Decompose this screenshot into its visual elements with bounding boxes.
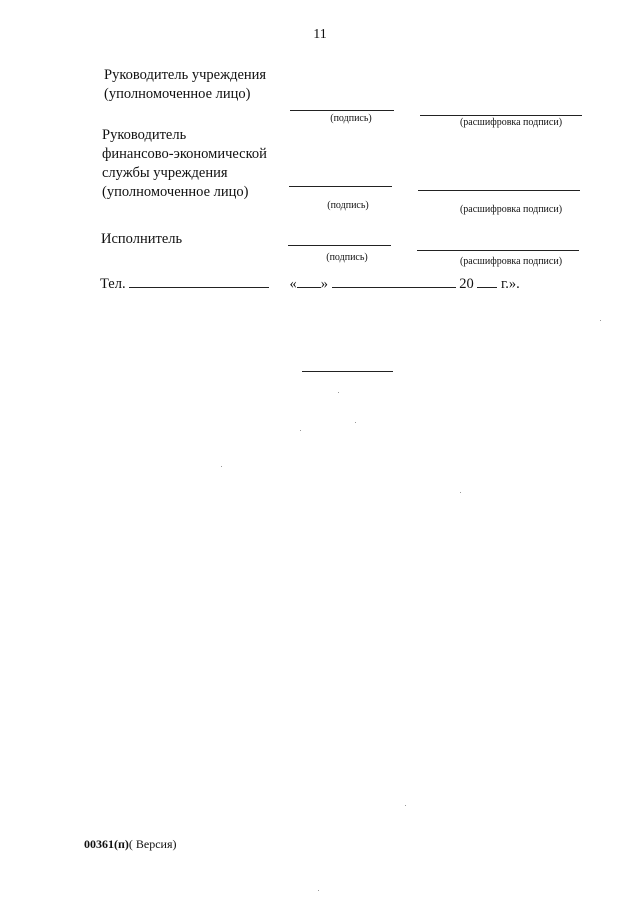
month-blank (332, 275, 456, 288)
block-1-title (104, 66, 266, 104)
block-2-title-line: финансово-экономической (102, 146, 267, 162)
document-footer (84, 837, 177, 852)
quote-close: » (320, 276, 328, 292)
scan-speck (460, 492, 461, 493)
block-3-title-line: Исполнитель (101, 231, 183, 247)
scan-speck (405, 805, 406, 806)
block-2-title-line: (уполномоченное лицо) (102, 184, 249, 200)
block-1-title-line: Руководитель учреждения (104, 67, 267, 83)
scan-speck (221, 466, 222, 467)
block-2-decode-line (418, 190, 580, 191)
block-2-title-line: Руководитель (102, 127, 187, 143)
block-1-decode-line (420, 115, 582, 116)
phone-label: Тел. (100, 276, 126, 292)
phone-blank (129, 275, 269, 288)
block-1-title-line: (уполномоченное лицо) (104, 86, 251, 102)
quote-open: « (289, 276, 297, 292)
block-3-decode-caption: (расшифровка подписи) (459, 256, 563, 267)
page-number: 11 (313, 27, 327, 42)
block-3-signature-line (288, 245, 391, 246)
block-3-title (101, 230, 182, 249)
block-3-decode-line (417, 250, 579, 251)
year-blank (477, 275, 497, 288)
scan-speck (355, 422, 356, 423)
scan-speck (300, 430, 301, 431)
scan-speck (600, 320, 601, 321)
document-code: 00361(п) (84, 837, 129, 851)
document-version: ( Версия) (128, 837, 177, 851)
phone-date-line (100, 275, 520, 293)
block-1-signature-caption: (подпись) (330, 113, 372, 124)
block-3-signature-caption: (подпись) (326, 252, 368, 263)
scan-speck (318, 890, 319, 891)
day-blank (297, 275, 321, 288)
block-1-decode-caption: (расшифровка подписи) (459, 117, 563, 128)
block-2-decode-caption: (расшифровка подписи) (459, 204, 563, 215)
closing-rule (302, 371, 393, 372)
scan-speck (338, 392, 339, 393)
year-prefix: 20 (459, 276, 474, 292)
block-2-title (102, 126, 267, 202)
block-2-title-line: службы учреждения (102, 165, 228, 181)
block-2-signature-line (289, 186, 392, 187)
year-suffix: г.». (500, 276, 520, 292)
block-2-signature-caption: (подпись) (327, 200, 369, 211)
block-1-signature-line (290, 110, 394, 111)
